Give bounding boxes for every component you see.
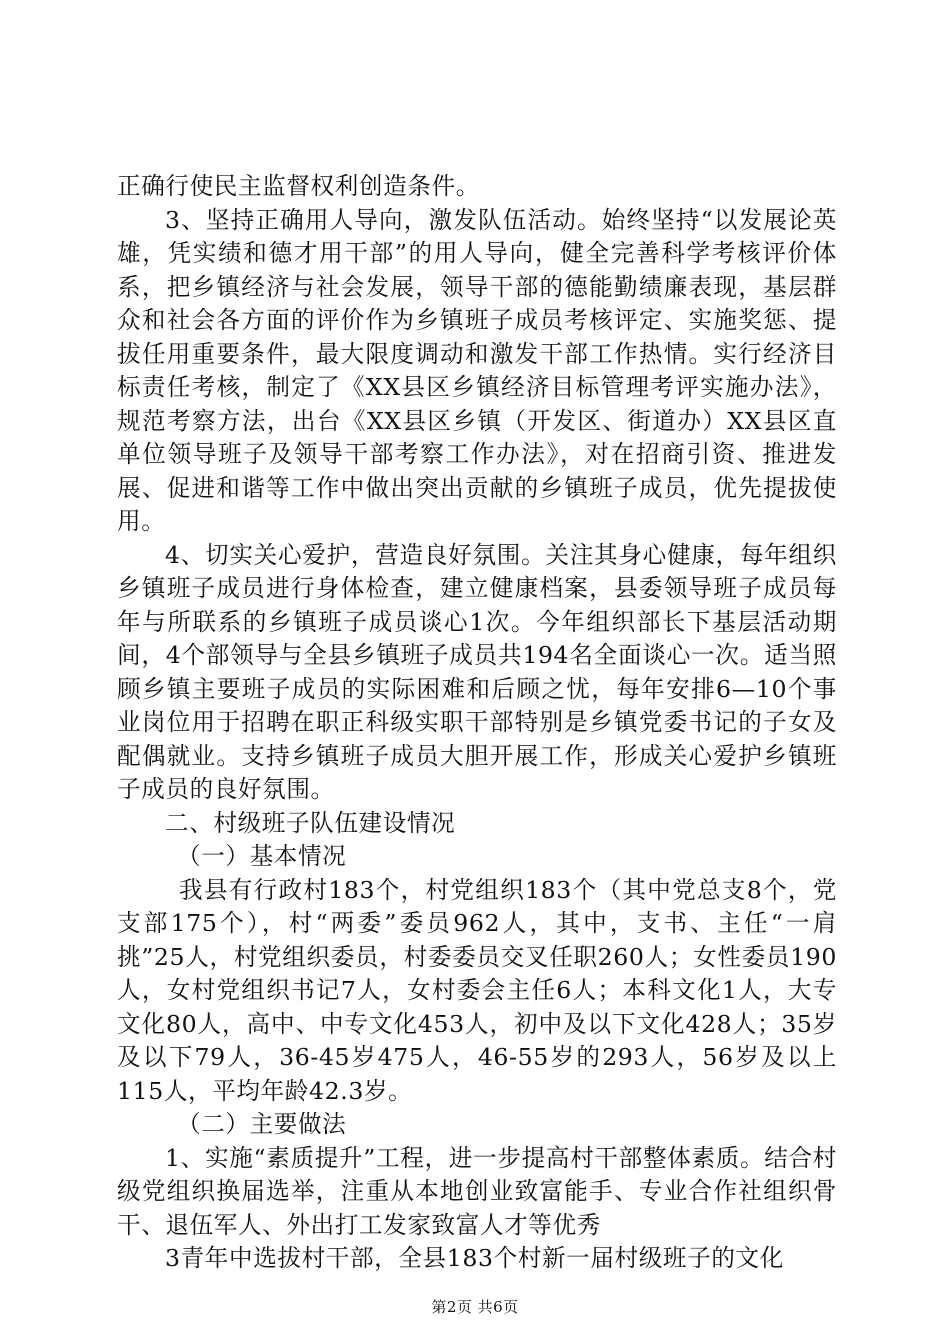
section-heading-village: 二、村级班子队伍建设情况 — [165, 808, 456, 837]
paragraph-item-3: 3、坚持正确用人导向，激发队伍活动。始终坚持“以发展论英雄，凭实绩和德才用干部”的用人导向，健全完善科学考核评价体系，把乡镇经济与社会发展，领导干部的德能勤绩廉表现，基层群众和社会各方面的评价作为乡镇班子成员考核评定、实施奖惩、提拔任用重要条件，最大限度调动和激发干部工作热情。实行经济目标责任考核，制定了《XX县区乡镇经济目标管理考评实施办法》，规范考察方法，出台《XX县区乡镇（开发区、街道办）XX县区直单位领导班子及领导干部考察工作办法》，对在招商引资、推进发展、促进和谐等工作中做出突出贡献的乡镇班子成员，优先提拔使用。 — [117, 205, 837, 535]
paragraph-method-1: 1、实施“素质提升”工程，进一步提高村干部整体素质。结合村级党组织换届选举，注重从本地创业致富能手、专业合作社组织骨干、退伍军人、外出打工发家致富人才等优秀 — [117, 1143, 837, 1239]
paragraph-continuation: 正确行使民主监督权利创造条件。 — [117, 172, 480, 200]
document-body — [117, 170, 837, 1276]
page-footer: 第2页 共6页 — [431, 1298, 519, 1316]
subsection-heading-methods: （二）主要做法 — [177, 1110, 347, 1138]
paragraph-item-4: 4、切实关心爱护，营造良好氛围。关注其身心健康，每年组织乡镇班子成员进行身体检查，建立健康档案，县委领导班子成员每年与所联系的乡镇班子成员谈心1次。今年组织部长下基层活动期间，4个部领导与全县乡镇班子成员共194名全面谈心一次。适当照顾乡镇主要班子成员的实际困难和后顾之忧，每年安排6—10个事业岗位用于招聘在职正科级实职干部特别是乡镇党委书记的子女及配偶就业。支持乡镇班子成员大胆开展工作，形成关心爱护乡镇班子成员的良好氛围。 — [117, 540, 837, 803]
paragraph-continuation-end: 3青年中选拔村干部，全县183个村新一届村级班子的文化 — [165, 1244, 784, 1272]
paragraph-basic-info: 我县有行政村183个，村党组织183个（其中党总支8个，党支部175个），村“两委”委员962人，其中，支书、主任“一肩挑”25人，村党组织委员，村委委员交叉任职260人；女性委员190人，女村党组织书记7人，女村委会主任6人；本科文化1人，大专文化80人，高中、中专文化453人，初中及以下文化428人；35岁及以下79人，36-45岁475人，46-55岁的293人，56岁及以上115人，平均年龄42.3岁。 — [117, 875, 837, 1105]
subsection-heading-basic: （一）基本情况 — [177, 842, 347, 870]
